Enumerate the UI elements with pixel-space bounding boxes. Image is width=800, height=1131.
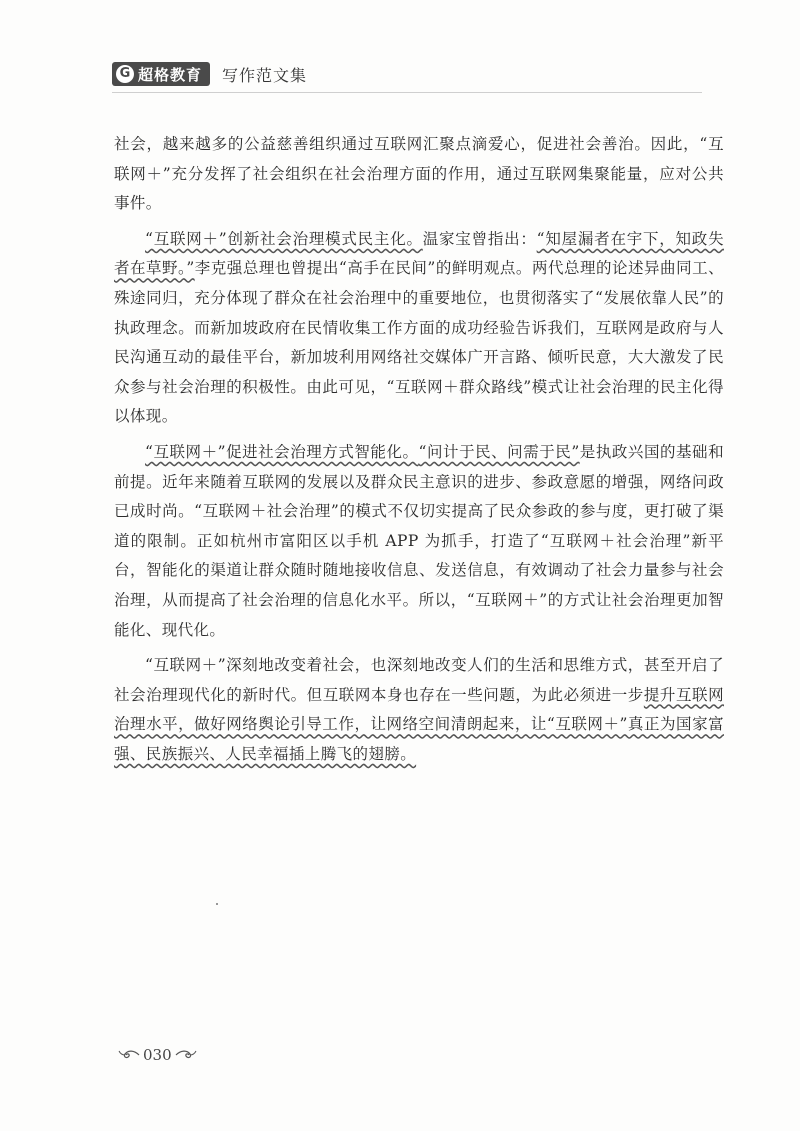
paragraph-2-topic-sentence: “互联网＋”创新社会治理模式民主化。	[145, 229, 423, 248]
brand-logo-icon: G	[116, 65, 134, 83]
page-number: 030	[143, 1046, 172, 1064]
paragraph-2	[114, 225, 724, 432]
ornament-right-icon	[175, 1049, 197, 1061]
paragraph-1	[114, 130, 724, 219]
paragraph-4	[114, 651, 724, 769]
paragraph-3	[114, 438, 724, 645]
paragraph-3-topic-sentence: “互联网＋”促进社会治理方式智能化。	[145, 442, 419, 461]
ornament-left-icon	[118, 1049, 140, 1061]
series-title: 写作范文集	[222, 65, 308, 85]
scan-speck	[216, 903, 218, 905]
paragraph-2-intro: 温家宝曾指出：	[422, 229, 537, 248]
page-footer	[118, 1046, 197, 1064]
brand-badge	[112, 62, 210, 86]
paragraph-2-text: 李克强总理也曾提出“高手在民间”的鲜明观点。两代总理的论述异曲同工、殊途同归，充分体现了群众在社会治理中的重要地位，也贯彻落实了“发展依靠人民”的执政理念。而新加坡政府在民情收集工作方面的成功经验告诉我们，互联网是政府与人民沟通互动的最佳平台，新加坡利用网络社交媒体广开言路、倾听民意，大大激发了民众参与社会治理的积极性。由此可见，“互联网＋群众路线”模式让社会治理的民主化得以体现。	[114, 259, 725, 426]
page-header	[112, 60, 307, 88]
paragraph-3-text: 是执政兴国的基础和前提。近年来随着互联网的发展以及群众民主意识的进步、参政意愿的增强，网络问政已成时尚。“互联网＋社会治理”的模式不仅切实提高了民众参政的参与度，更打破了渠道的限制。正如杭州市富阳区以手机 APP 为抓手，打造了“互联网＋社会治理”新平台，智能化的渠道让群众随时随地接收信息、发送信息，有效调动了社会力量参与社会治理，从而提高了社会治理的信息化水平。所以，“互联网＋”的方式让社会治理更加智能化、现代化。	[114, 442, 724, 639]
paragraph-4-conclusion: 提升互联网治理水平，做好网络舆论引导工作，让网络空间清朗起来，让“互联网＋”真正为国家富强、民族振兴、人民幸福插上腾飞的翅膀。	[114, 685, 724, 763]
paragraph-4-text: “互联网＋”深刻地改变着社会，也深刻地改变人们的生活和思维方式，甚至开启了社会治理现代化的新时代。但互联网本身也存在一些问题，为此必须进一步	[114, 656, 724, 704]
article-body	[114, 130, 724, 775]
paragraph-2-quote: “知屋漏者在宇下，知政失者在草野。”	[114, 229, 724, 278]
paragraph-1-text: 社会，越来越多的公益慈善组织通过互联网汇聚点滴爱心，促进社会善治。因此，“互联网＋”充分发挥了社会组织在社会治理方面的作用，通过互联网集聚能量，应对公共事件。	[114, 135, 724, 213]
paragraph-3-quote: “问计于民、问需于民”	[418, 442, 580, 461]
header-divider	[112, 92, 702, 93]
brand-name: 超格教育	[138, 65, 203, 84]
